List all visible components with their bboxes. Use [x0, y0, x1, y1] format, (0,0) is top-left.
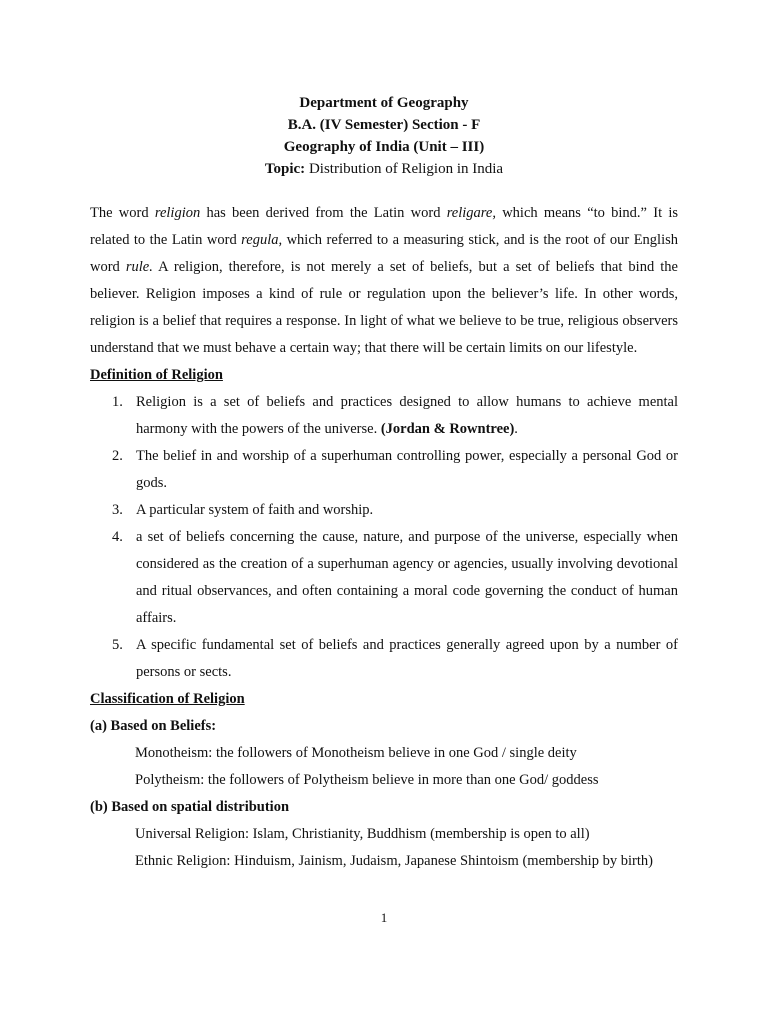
beliefs-subheading: (a) Based on Beliefs: [90, 718, 217, 734]
list-item [90, 497, 678, 524]
list-number: 1. [112, 394, 123, 410]
topic-label: Topic: [264, 161, 306, 177]
list-item-text: A particular system of faith and worship. [136, 502, 374, 518]
list-item-text: . [514, 421, 518, 437]
list-number: 5. [112, 637, 123, 653]
intro-text: has been derived from the Latin word [200, 205, 447, 221]
intro-text: which referred to a measuring stick, and is the root of our English word [90, 232, 678, 275]
classification-item: Polytheism: the followers of Polytheism believe in more than one God/ goddess [135, 772, 599, 788]
list-number: 3. [112, 502, 123, 518]
topic-line [0, 158, 768, 180]
intro-text: which means “to bind.” It is related to the Latin word [90, 205, 679, 248]
citation: (Jordan & Rowntree) [380, 421, 515, 437]
intro-term: religare, [446, 205, 496, 221]
classification-item: Ethnic Religion: Hinduism, Jainism, Judaism, Japanese Shintoism (membership by birth) [135, 853, 653, 869]
intro-term: regula, [241, 232, 283, 248]
classification-heading: Classification of Religion [90, 691, 245, 707]
definition-heading: Definition of Religion [90, 367, 223, 383]
list-item [90, 632, 678, 686]
list-item [90, 389, 678, 443]
course-title: B.A. (IV Semester) Section - F [287, 117, 481, 133]
list-item-text: A specific fundamental set of beliefs and practices generally agreed upon by a number of persons or sects. [136, 637, 678, 680]
list-item-text: a set of beliefs concerning the cause, nature, and purpose of the universe, especially when considered as the creation of a superhuman agency or agencies, usually involving devotional and ritual observances, and often containing a moral code governing the conduct of human affairs. [136, 529, 678, 626]
list-item-text: The belief in and worship of a superhuman controlling power, especially a personal God or gods. [136, 448, 678, 491]
intro-text: A religion, therefore, is not merely a set of beliefs, but a set of beliefs that bind the believer. Religion imposes a kind of rule or regulation upon the believer’s life. In other words, religion is a belief that requires a response. In light of what we believe to be true, religious observers understand that we must behave a certain way; that there will be certain limits on our lifestyle. [90, 259, 678, 356]
list-number: 2. [112, 448, 123, 464]
list-item-text: Religion is a set of beliefs and practices designed to allow humans to achieve mental harmony with the powers of the universe. [136, 394, 678, 437]
definition-list [90, 389, 678, 686]
document-header [0, 92, 768, 180]
department-title: Department of Geography [299, 95, 469, 111]
document-body [90, 200, 678, 875]
list-item [90, 524, 678, 632]
unit-title: Geography of India (Unit – III) [283, 139, 485, 155]
classification-item: Monotheism: the followers of Monotheism believe in one God / single deity [135, 745, 577, 761]
list-item [90, 443, 678, 497]
classification-item: Universal Religion: Islam, Christianity, Buddhism (membership is open to all) [135, 826, 590, 842]
intro-paragraph [90, 200, 678, 362]
intro-text: The word [90, 205, 155, 221]
topic-text: Distribution of Religion in India [305, 161, 504, 177]
list-number: 4. [112, 529, 123, 545]
spatial-subheading: (b) Based on spatial distribution [90, 799, 290, 815]
page-number: 1 [380, 910, 388, 925]
intro-term: rule. [125, 259, 153, 275]
intro-term: religion [154, 205, 201, 221]
